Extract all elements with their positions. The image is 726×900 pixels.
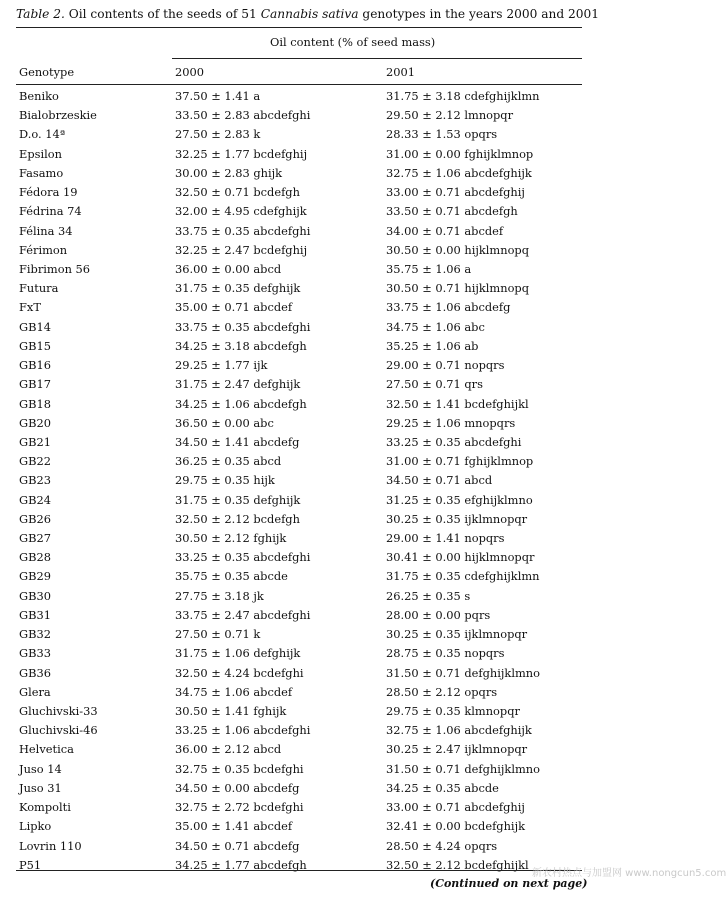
- oil-2000-cell: 32.50 ± 2.12 bcdefgh: [175, 511, 300, 526]
- table-row: [0, 625, 640, 644]
- oil-2001-cell: 33.25 ± 0.35 abcdefghi: [386, 434, 522, 449]
- genotype-cell: Férimon: [19, 242, 68, 257]
- table-row: [0, 375, 640, 394]
- oil-2000-cell: 36.25 ± 0.35 abcd: [175, 454, 282, 469]
- watermark: 新农村热点与加盟网 www.nongcun5.com: [532, 868, 726, 879]
- table-row: [0, 356, 640, 375]
- oil-2000-cell: 32.25 ± 2.47 bcdefghij: [175, 242, 308, 257]
- table-row: [0, 318, 640, 337]
- oil-2000-cell: 33.75 ± 0.35 abcdefghi: [175, 319, 311, 334]
- oil-2001-cell: 29.00 ± 1.41 nopqrs: [386, 531, 505, 546]
- genotype-cell: Kompolti: [19, 800, 71, 815]
- table-row: [0, 837, 640, 856]
- span-rule: [172, 58, 582, 59]
- genotype-cell: D.o. 14ª: [19, 127, 66, 142]
- header-2001: 2001: [386, 65, 415, 79]
- oil-2000-cell: 27.50 ± 2.83 k: [175, 127, 261, 142]
- genotype-cell: GB32: [19, 627, 51, 642]
- table-body: [0, 87, 640, 875]
- genotype-cell: Fédrina 74: [19, 204, 82, 219]
- oil-2000-cell: 30.50 ± 1.41 fghijk: [175, 704, 287, 718]
- oil-2001-cell: 32.50 ± 1.41 bcdefghijkl: [386, 396, 529, 411]
- genotype-cell: GB22: [19, 454, 51, 469]
- table-row: [0, 395, 640, 414]
- oil-2001-cell: 34.50 ± 0.71 abcd: [386, 473, 493, 488]
- table-row: [0, 721, 640, 740]
- table-row: [0, 164, 640, 183]
- oil-2000-cell: 32.25 ± 1.77 bcdefghij: [175, 146, 308, 161]
- genotype-cell: Félina 34: [19, 223, 73, 238]
- oil-2000-cell: 34.50 ± 0.71 abcdefg: [175, 838, 300, 853]
- oil-2000-cell: 31.75 ± 0.35 defghijk: [175, 281, 301, 296]
- genotype-cell: Lovrin 110: [19, 838, 82, 853]
- oil-2000-cell: 36.00 ± 2.12 abcd: [175, 742, 282, 757]
- table-row: [0, 779, 640, 798]
- oil-2000-cell: 29.25 ± 1.77 ijk: [175, 358, 268, 373]
- table-row: [0, 337, 640, 356]
- table-row: [0, 606, 640, 625]
- oil-2000-cell: 34.75 ± 1.06 abcdef: [175, 684, 293, 699]
- table-row: [0, 760, 640, 779]
- oil-2000-cell: 30.00 ± 2.83 ghijk: [175, 165, 283, 180]
- bottom-rule: [16, 870, 582, 871]
- oil-2001-cell: 31.50 ± 0.71 defghijklmno: [386, 665, 540, 680]
- genotype-cell: Fasamo: [19, 165, 64, 180]
- table-row: [0, 471, 640, 490]
- oil-2001-cell: 30.25 ± 2.47 ijklmnopqr: [386, 742, 528, 757]
- oil-2000-cell: 34.25 ± 1.06 abcdefgh: [175, 396, 307, 411]
- oil-2000-cell: 29.75 ± 0.35 hijk: [175, 473, 275, 488]
- genotype-cell: Helvetica: [19, 742, 74, 757]
- oil-2001-cell: 28.50 ± 2.12 opqrs: [386, 684, 498, 699]
- genotype-cell: GB18: [19, 396, 51, 411]
- oil-2000-cell: 33.50 ± 2.83 abcdefghi: [175, 108, 311, 123]
- oil-2001-cell: 34.25 ± 0.35 abcde: [386, 780, 499, 795]
- oil-2000-cell: 32.00 ± 4.95 cdefghijk: [175, 204, 307, 219]
- oil-2001-cell: 33.00 ± 0.71 abcdefghij: [386, 800, 525, 815]
- genotype-cell: GB21: [19, 434, 51, 449]
- genotype-cell: GB28: [19, 550, 51, 565]
- genotype-cell: GB27: [19, 531, 51, 546]
- oil-2001-cell: 31.00 ± 0.71 fghijklmnop: [386, 454, 534, 469]
- table-row: [0, 452, 640, 471]
- oil-2001-cell: 31.75 ± 3.18 cdefghijklmn: [386, 89, 540, 103]
- oil-2001-cell: 31.50 ± 0.71 defghijklmno: [386, 761, 540, 776]
- table-row: [0, 567, 640, 586]
- oil-2001-cell: 34.00 ± 0.71 abcdef: [386, 223, 504, 238]
- oil-2001-cell: 35.75 ± 1.06 a: [386, 261, 472, 276]
- table-row: [0, 414, 640, 433]
- genotype-cell: Juso 31: [19, 780, 62, 795]
- caption-text-end: genotypes in the years 2000 and 2001: [362, 7, 600, 21]
- table-row: [0, 125, 640, 144]
- table-row: [0, 510, 640, 529]
- oil-2000-cell: 30.50 ± 2.12 fghijk: [175, 531, 287, 546]
- genotype-cell: GB30: [19, 588, 51, 603]
- table-row: [0, 644, 640, 663]
- oil-2001-cell: 27.50 ± 0.71 qrs: [386, 377, 483, 392]
- genotype-cell: Juso 14: [19, 761, 62, 776]
- oil-2001-cell: 30.50 ± 0.00 hijklmnopq: [386, 242, 530, 257]
- genotype-cell: GB31: [19, 607, 51, 622]
- table-row: [0, 491, 640, 510]
- oil-2000-cell: 33.75 ± 0.35 abcdefghi: [175, 223, 311, 238]
- genotype-cell: GB36: [19, 665, 51, 680]
- oil-2001-cell: 29.50 ± 2.12 lmnopqr: [386, 108, 514, 123]
- header-genotype: Genotype: [19, 65, 75, 79]
- table-row: [0, 702, 640, 721]
- top-rule: [16, 27, 582, 28]
- table-row: [0, 798, 640, 817]
- table-row: [0, 183, 640, 202]
- genotype-cell: GB29: [19, 569, 51, 584]
- oil-2000-cell: 33.25 ± 0.35 abcdefghi: [175, 550, 311, 565]
- oil-2000-cell: 32.50 ± 0.71 bcdefgh: [175, 185, 300, 200]
- column-span-header: Oil content (% of seed mass): [270, 35, 436, 49]
- oil-2001-cell: 26.25 ± 0.35 s: [386, 588, 471, 603]
- oil-2000-cell: 34.50 ± 1.41 abcdefg: [175, 434, 300, 449]
- genotype-cell: Futura: [19, 281, 59, 296]
- table-row: [0, 740, 640, 759]
- oil-2000-cell: 32.75 ± 2.72 bcdefghi: [175, 800, 304, 815]
- oil-2001-cell: 30.41 ± 0.00 hijklmnopqr: [386, 550, 535, 565]
- oil-2000-cell: 27.75 ± 3.18 jk: [175, 588, 264, 603]
- table-row: [0, 260, 640, 279]
- genotype-cell: Bialobrzeskie: [19, 108, 97, 123]
- oil-2000-cell: 36.00 ± 0.00 abcd: [175, 261, 282, 276]
- table-row: [0, 106, 640, 125]
- oil-2000-cell: 34.25 ± 3.18 abcdefgh: [175, 338, 307, 353]
- oil-2000-cell: 37.50 ± 1.41 a: [175, 89, 261, 103]
- continued-note: (Continued on next page): [430, 877, 588, 890]
- oil-2001-cell: 30.25 ± 0.35 ijklmnopqr: [386, 627, 528, 642]
- oil-2000-cell: 35.00 ± 1.41 abcdef: [175, 819, 293, 834]
- oil-2001-cell: 29.00 ± 0.71 nopqrs: [386, 358, 505, 373]
- table-row: [0, 683, 640, 702]
- genotype-cell: Gluchivski-46: [19, 723, 98, 738]
- oil-2001-cell: 32.75 ± 1.06 abcdefghijk: [386, 165, 532, 180]
- caption-label: Table 2.: [16, 7, 65, 21]
- table-row: [0, 664, 640, 683]
- genotype-cell: Fédora 19: [19, 185, 78, 200]
- oil-2000-cell: 33.25 ± 1.06 abcdefghi: [175, 723, 311, 738]
- oil-2001-cell: 28.75 ± 0.35 nopqrs: [386, 646, 505, 661]
- genotype-cell: GB17: [19, 377, 51, 392]
- genotype-cell: GB24: [19, 492, 51, 507]
- genotype-cell: Lipko: [19, 819, 52, 834]
- oil-2001-cell: 33.50 ± 0.71 abcdefgh: [386, 204, 518, 219]
- oil-2001-cell: 30.50 ± 0.71 hijklmnopq: [386, 281, 530, 296]
- table-row: [0, 817, 640, 836]
- genotype-cell: Fibrimon 56: [19, 261, 91, 276]
- genotype-cell: Epsilon: [19, 146, 62, 161]
- oil-2000-cell: 33.75 ± 2.47 abcdefghi: [175, 607, 311, 622]
- table-row: [0, 202, 640, 221]
- caption-species: Cannabis sativa: [260, 7, 359, 21]
- oil-2000-cell: 35.75 ± 0.35 abcde: [175, 569, 288, 584]
- genotype-cell: GB16: [19, 358, 51, 373]
- oil-2000-cell: 35.00 ± 0.71 abcdef: [175, 300, 293, 315]
- oil-2001-cell: 28.33 ± 1.53 opqrs: [386, 127, 498, 142]
- genotype-cell: GB14: [19, 319, 51, 334]
- header-2000: 2000: [175, 65, 204, 79]
- oil-2001-cell: 29.75 ± 0.35 klmnopqr: [386, 704, 520, 718]
- table-caption: [16, 6, 626, 22]
- oil-2001-cell: 33.75 ± 1.06 abcdefg: [386, 300, 511, 315]
- genotype-cell: FxT: [19, 300, 41, 315]
- header-rule: [16, 84, 582, 85]
- oil-2001-cell: 34.75 ± 1.06 abc: [386, 319, 485, 334]
- oil-2001-cell: 29.25 ± 1.06 mnopqrs: [386, 415, 516, 430]
- oil-2000-cell: 31.75 ± 0.35 defghijk: [175, 492, 301, 507]
- genotype-cell: Gluchivski-33: [19, 704, 98, 718]
- genotype-cell: GB33: [19, 646, 51, 661]
- oil-2001-cell: 31.25 ± 0.35 efghijklmno: [386, 492, 533, 507]
- table-row: [0, 298, 640, 317]
- oil-2000-cell: 34.25 ± 1.77 abcdefgh: [175, 857, 307, 872]
- table-row: [0, 529, 640, 548]
- table-row: [0, 279, 640, 298]
- table-row: [0, 87, 640, 106]
- table-row: [0, 145, 640, 164]
- oil-2001-cell: 32.50 ± 2.12 bcdefghijkl: [386, 857, 529, 872]
- genotype-cell: Glera: [19, 684, 51, 699]
- oil-2000-cell: 36.50 ± 0.00 abc: [175, 415, 274, 430]
- genotype-cell: Beniko: [19, 89, 59, 103]
- oil-2001-cell: 32.41 ± 0.00 bcdefghijk: [386, 819, 526, 834]
- caption-text: Oil contents of the seeds of 51: [68, 7, 257, 21]
- genotype-cell: GB23: [19, 473, 51, 488]
- oil-2000-cell: 34.50 ± 0.00 abcdefg: [175, 780, 300, 795]
- oil-2000-cell: 32.75 ± 0.35 bcdefghi: [175, 761, 304, 776]
- oil-2000-cell: 32.50 ± 4.24 bcdefghi: [175, 665, 304, 680]
- oil-2001-cell: 32.75 ± 1.06 abcdefghijk: [386, 723, 532, 738]
- oil-2000-cell: 31.75 ± 2.47 defghijk: [175, 377, 301, 392]
- table-row: [0, 433, 640, 452]
- oil-2001-cell: 31.00 ± 0.00 fghijklmnop: [386, 146, 534, 161]
- oil-2001-cell: 31.75 ± 0.35 cdefghijklmn: [386, 569, 540, 584]
- oil-2001-cell: 28.00 ± 0.00 pqrs: [386, 607, 491, 622]
- genotype-cell: GB26: [19, 511, 51, 526]
- table-row: [0, 222, 640, 241]
- table-row: [0, 241, 640, 260]
- table-row: [0, 587, 640, 606]
- oil-2001-cell: 30.25 ± 0.35 ijklmnopqr: [386, 511, 528, 526]
- oil-2001-cell: 33.00 ± 0.71 abcdefghij: [386, 185, 525, 200]
- oil-2000-cell: 31.75 ± 1.06 defghijk: [175, 646, 301, 661]
- genotype-cell: GB15: [19, 338, 51, 353]
- genotype-cell: GB20: [19, 415, 51, 430]
- oil-2001-cell: 28.50 ± 4.24 opqrs: [386, 838, 498, 853]
- table-row: [0, 548, 640, 567]
- genotype-cell: P51: [19, 857, 42, 872]
- oil-2000-cell: 27.50 ± 0.71 k: [175, 627, 261, 642]
- oil-2001-cell: 35.25 ± 1.06 ab: [386, 338, 479, 353]
